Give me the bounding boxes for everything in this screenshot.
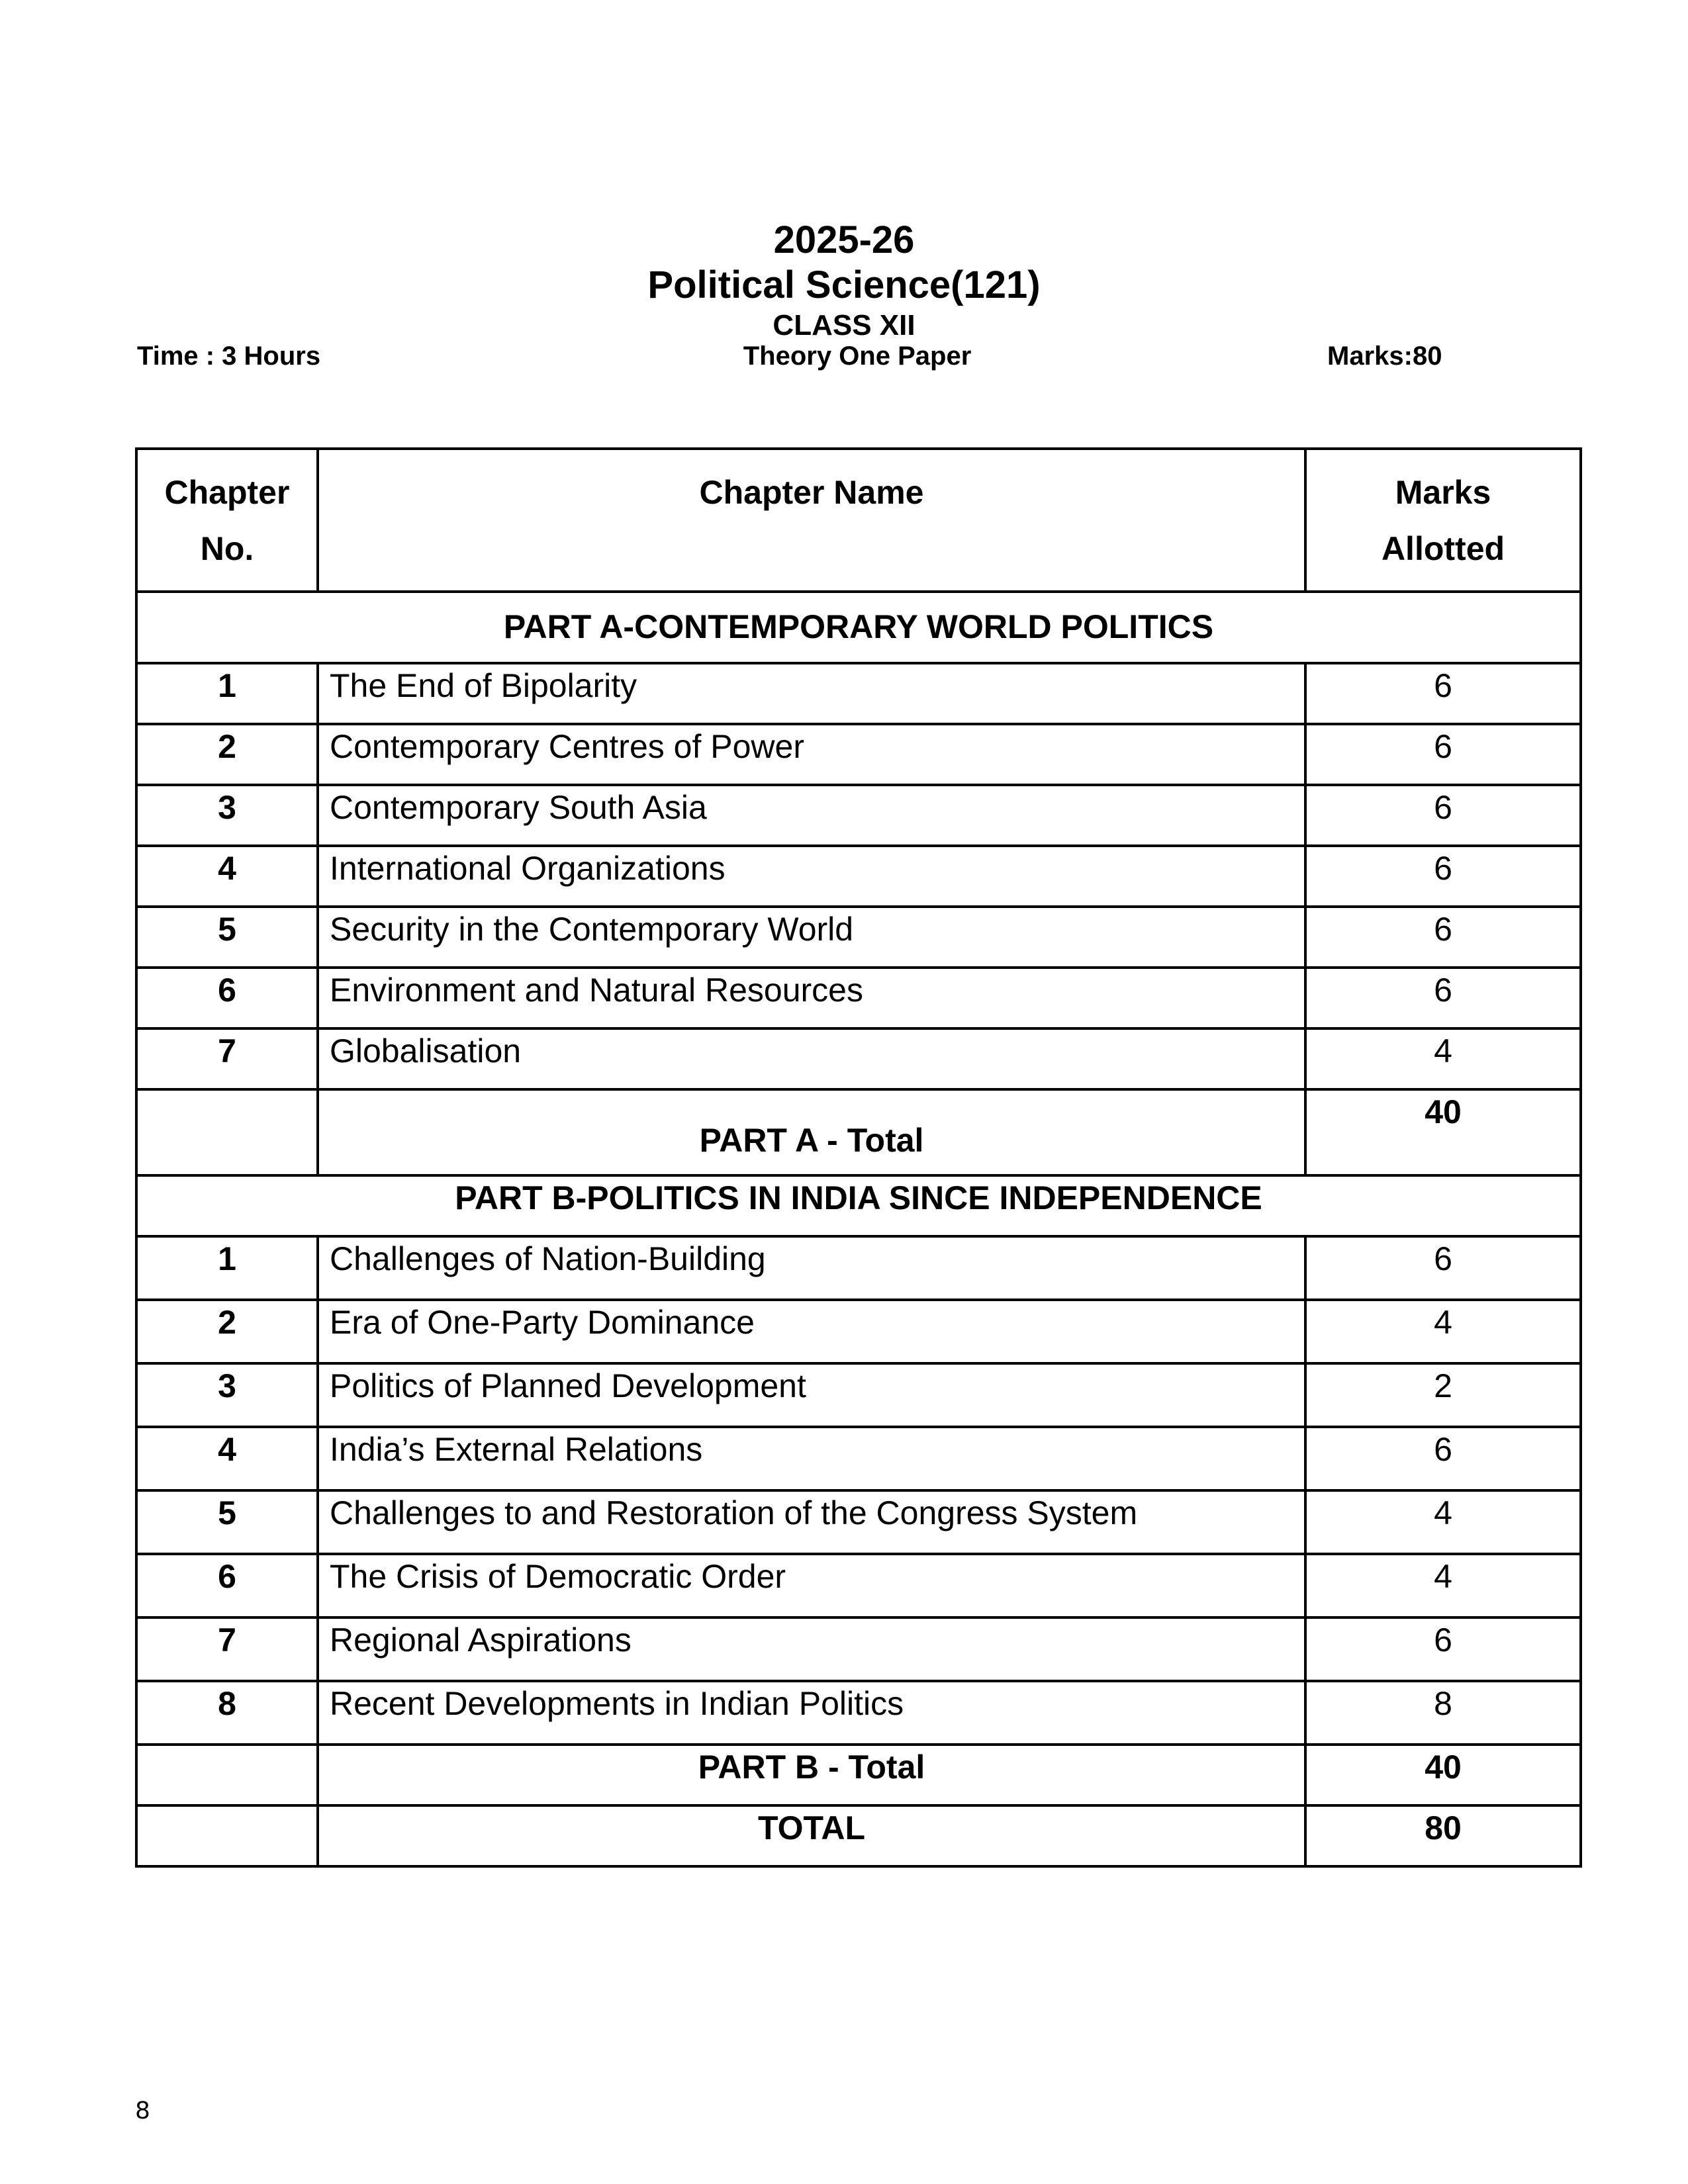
table-row xyxy=(136,1427,1581,1490)
chapter-name: Era of One-Party Dominance xyxy=(318,1300,1305,1363)
subject-title: Political Science(121) xyxy=(647,263,1041,306)
table-row xyxy=(136,1363,1581,1427)
chapter-marks: 6 xyxy=(1305,663,1581,724)
chapter-marks: 6 xyxy=(1305,1236,1581,1300)
table-row xyxy=(136,1490,1581,1554)
chapter-marks: 6 xyxy=(1305,846,1581,907)
chapter-no: 5 xyxy=(136,1490,318,1554)
chapter-marks: 2 xyxy=(1305,1363,1581,1427)
part-b-total-row xyxy=(136,1745,1581,1805)
chapter-no: 8 xyxy=(136,1681,318,1745)
time-label: Time : 3 Hours xyxy=(137,341,321,371)
chapter-no: 4 xyxy=(136,846,318,907)
chapter-name: India’s External Relations xyxy=(318,1427,1305,1490)
part-a-title: PART A-CONTEMPORARY WORLD POLITICS xyxy=(136,592,1581,663)
chapter-name: Regional Aspirations xyxy=(318,1617,1305,1681)
chapter-marks: 4 xyxy=(1305,1300,1581,1363)
header-chapter-name-text: Chapter Name xyxy=(699,474,924,511)
table-row xyxy=(136,1617,1581,1681)
header-marks-line2: Allotted xyxy=(1381,530,1505,567)
part-a-total-label: PART A - Total xyxy=(318,1089,1305,1175)
grand-total-empty-cell xyxy=(136,1805,318,1866)
chapter-marks: 8 xyxy=(1305,1681,1581,1745)
table-row xyxy=(136,724,1581,785)
part-b-heading-row xyxy=(136,1175,1581,1236)
table-row xyxy=(136,1236,1581,1300)
chapter-name: Challenges to and Restoration of the Congress System xyxy=(318,1490,1305,1554)
chapter-no: 2 xyxy=(136,724,318,785)
table-row xyxy=(136,785,1581,846)
chapter-name: Security in the Contemporary World xyxy=(318,907,1305,968)
table-row xyxy=(136,968,1581,1028)
chapter-marks: 6 xyxy=(1305,724,1581,785)
header-chapter-no-line2: No. xyxy=(200,530,254,567)
chapter-no: 3 xyxy=(136,1363,318,1427)
chapter-name: International Organizations xyxy=(318,846,1305,907)
chapter-no: 6 xyxy=(136,968,318,1028)
header-marks-line1: Marks xyxy=(1395,474,1491,511)
chapter-name: Contemporary Centres of Power xyxy=(318,724,1305,785)
part-b-total-empty-cell xyxy=(136,1745,318,1805)
header-chapter-no-line1: Chapter xyxy=(164,474,290,511)
grand-total-label: TOTAL xyxy=(318,1805,1305,1866)
chapter-marks: 6 xyxy=(1305,785,1581,846)
chapter-name: Recent Developments in Indian Politics xyxy=(318,1681,1305,1745)
chapter-no: 7 xyxy=(136,1617,318,1681)
chapter-no: 2 xyxy=(136,1300,318,1363)
table-row xyxy=(136,1681,1581,1745)
chapter-no: 4 xyxy=(136,1427,318,1490)
chapter-no: 1 xyxy=(136,1236,318,1300)
chapter-no: 7 xyxy=(136,1028,318,1089)
chapter-no: 6 xyxy=(136,1554,318,1617)
chapter-marks: 4 xyxy=(1305,1554,1581,1617)
table-row xyxy=(136,907,1581,968)
part-a-total-empty-cell xyxy=(136,1089,318,1175)
header-chapter-name xyxy=(318,449,1305,592)
chapter-name: The Crisis of Democratic Order xyxy=(318,1554,1305,1617)
chapter-no: 5 xyxy=(136,907,318,968)
chapter-marks: 4 xyxy=(1305,1490,1581,1554)
chapter-marks: 6 xyxy=(1305,1427,1581,1490)
part-a-total-row xyxy=(136,1089,1581,1175)
part-a-heading-row xyxy=(136,592,1581,663)
table-row xyxy=(136,663,1581,724)
chapter-marks: 6 xyxy=(1305,968,1581,1028)
chapter-no: 1 xyxy=(136,663,318,724)
chapter-name: Politics of Planned Development xyxy=(318,1363,1305,1427)
table-row xyxy=(136,846,1581,907)
table-row xyxy=(136,1028,1581,1089)
chapter-name: Environment and Natural Resources xyxy=(318,968,1305,1028)
part-b-total-marks: 40 xyxy=(1305,1745,1581,1805)
chapter-name: Contemporary South Asia xyxy=(318,785,1305,846)
exam-year: 2025-26 xyxy=(773,218,915,261)
paper-label: Theory One Paper xyxy=(743,341,972,371)
class-title: CLASS XII xyxy=(773,309,915,341)
chapter-marks: 6 xyxy=(1305,907,1581,968)
chapter-marks: 6 xyxy=(1305,1617,1581,1681)
total-marks-label: Marks:80 xyxy=(1327,341,1442,371)
grand-total-row xyxy=(136,1805,1581,1866)
table-row xyxy=(136,1300,1581,1363)
chapter-name: The End of Bipolarity xyxy=(318,663,1305,724)
grand-total-marks: 80 xyxy=(1305,1805,1581,1866)
header-marks xyxy=(1305,449,1581,592)
part-a-total-marks: 40 xyxy=(1305,1089,1581,1175)
chapter-name: Challenges of Nation-Building xyxy=(318,1236,1305,1300)
chapter-no: 3 xyxy=(136,785,318,846)
part-b-total-label: PART B - Total xyxy=(318,1745,1305,1805)
page-number: 8 xyxy=(135,2097,150,2124)
syllabus-table xyxy=(135,447,1582,1868)
table-header-row xyxy=(136,449,1581,592)
chapter-marks: 4 xyxy=(1305,1028,1581,1089)
chapter-name: Globalisation xyxy=(318,1028,1305,1089)
part-b-title: PART B-POLITICS IN INDIA SINCE INDEPENDENCE xyxy=(136,1175,1581,1236)
header-chapter-no xyxy=(136,449,318,592)
table-row xyxy=(136,1554,1581,1617)
